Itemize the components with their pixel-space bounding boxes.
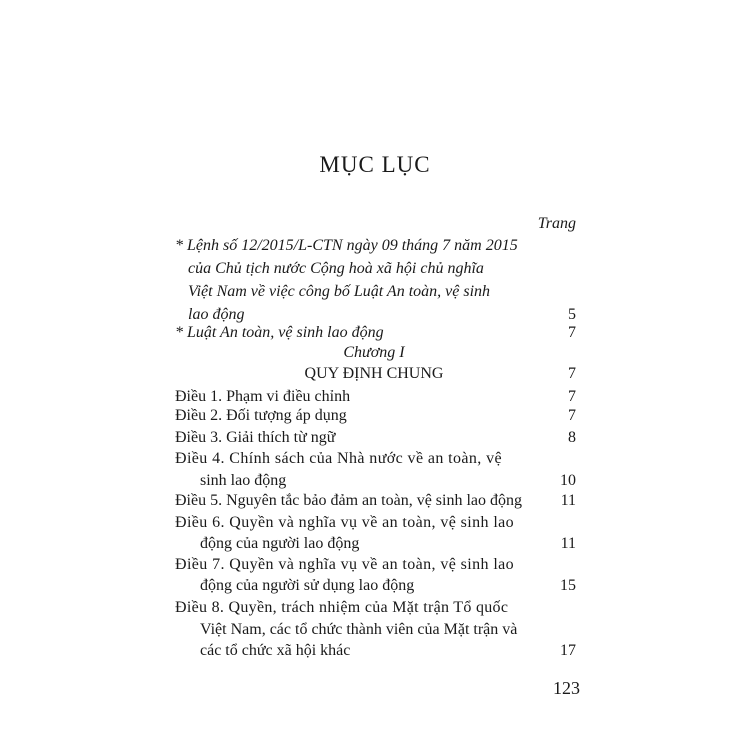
toc-entry-line: Điều 8. Quyền, trách nhiệm của Mặt trận Tổ quốc [175,599,509,616]
toc-entry-page: 11 [560,492,576,509]
toc-entry-page: 11 [560,535,576,552]
toc-entry-line: Điều 2. Đối tượng áp dụng [175,407,347,424]
toc-entry-line: Điều 3. Giải thích từ ngữ [175,429,336,446]
toc-entry-page: 7 [568,407,576,424]
toc-entry-line: * Luật An toàn, vệ sinh lao động [175,324,384,341]
toc-entry-page: 7 [568,388,576,405]
toc-entry-page: 15 [560,577,576,594]
toc-entry-line: các tổ chức xã hội khác [200,642,351,659]
toc-entry-page: 7 [568,365,576,382]
toc-entry-line: của Chủ tịch nước Cộng hoà xã hội chủ nghĩa [188,260,484,277]
toc-entry-line: động của người sử dụng lao động [200,577,415,594]
footer-page-number: 123 [553,678,580,698]
toc-entry-page: 17 [560,642,576,659]
toc-entry-line: Điều 6. Quyền và nghĩa vụ về an toàn, vệ sinh lao [175,514,515,531]
toc-entry-page: 8 [568,429,576,446]
toc-entry-line: sinh lao động [200,472,287,489]
toc-entry-line: Việt Nam, các tổ chức thành viên của Mặt trận và [200,621,518,638]
toc-entry-line: Điều 4. Chính sách của Nhà nước về an toàn, vệ [175,450,502,467]
toc-entry-line: Điều 5. Nguyên tắc bảo đảm an toàn, vệ sinh lao động [175,492,523,509]
chapter-label: Chương I [343,344,405,361]
page-column-label: Trang [537,215,576,232]
toc-entry-line: động của người lao động [200,535,360,552]
chapter-name: QUY ĐỊNH CHUNG [304,365,444,382]
toc-entry-page: 7 [568,324,576,341]
toc-entry-line: Điều 1. Phạm vi điều chỉnh [175,388,351,405]
toc-entry-line: Điều 7. Quyền và nghĩa vụ về an toàn, vệ sinh lao [175,556,515,573]
toc-entry-line: lao động [188,306,245,323]
toc-entry-line: * Lệnh số 12/2015/L-CTN ngày 09 tháng 7 năm 2015 [175,237,518,254]
toc-entry-page: 10 [560,472,576,489]
toc-entry-line: Việt Nam về việc công bố Luật An toàn, vệ sinh [188,283,491,300]
toc-entry-page: 5 [568,306,576,323]
page-title: MỤC LỤC [319,152,431,177]
